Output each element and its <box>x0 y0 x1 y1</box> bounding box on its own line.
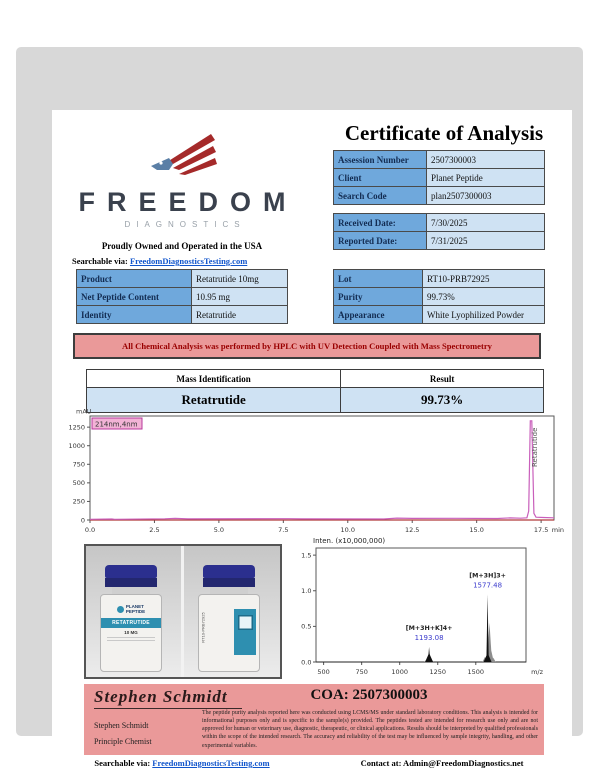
received-date-label: Received Date: <box>334 214 427 232</box>
planet-peptide-globe-icon <box>117 606 124 613</box>
vial-front-label <box>100 594 162 672</box>
svg-text:12.5: 12.5 <box>404 526 420 534</box>
svg-text:1500: 1500 <box>467 668 485 676</box>
table-row <box>77 270 288 288</box>
table-row <box>334 151 545 169</box>
client-label: Client <box>334 169 427 187</box>
identity-value: Retatrutide <box>192 306 288 324</box>
eagle-logo-icon <box>139 167 225 184</box>
svg-text:10.0: 10.0 <box>340 526 356 534</box>
svg-text:7.5: 7.5 <box>278 526 289 534</box>
qr-code-icon <box>238 615 253 630</box>
svg-text:750: 750 <box>355 668 368 676</box>
product-table <box>76 269 288 324</box>
svg-text:750: 750 <box>72 460 85 469</box>
footer-contact: Contact at: Admin@FreedomDiagnostics.net <box>360 758 524 768</box>
hplc-chromatogram-chart <box>66 407 566 537</box>
search-code-label: Search Code <box>334 187 427 205</box>
svg-text:1577.48: 1577.48 <box>473 581 503 590</box>
received-date-value: 7/30/2025 <box>427 214 545 232</box>
table-row <box>87 370 544 388</box>
table-row <box>334 169 545 187</box>
appearance-value: White Lyophilized Powder <box>423 306 545 324</box>
svg-text:0.0: 0.0 <box>84 526 96 534</box>
signature-footer <box>84 684 544 755</box>
chemist-name: Stephen Schmidt <box>94 721 149 730</box>
result-header: Result <box>341 370 544 388</box>
vial-neck <box>210 587 248 594</box>
vial-product-name: RETATRUTIDE <box>101 618 161 628</box>
svg-text:Inten. (x10,000,000): Inten. (x10,000,000) <box>313 537 386 545</box>
svg-text:1000: 1000 <box>68 442 85 451</box>
svg-text:0: 0 <box>80 516 85 525</box>
footer-searchable-label: Searchable via: <box>94 758 151 768</box>
table-row <box>334 288 545 306</box>
vial-back-lot: RT10-PRB72925 <box>200 612 206 643</box>
mass-id-analyte: Retatrutide <box>87 388 341 413</box>
vial-brand-line1: PLANET <box>125 604 144 609</box>
appearance-label: Appearance <box>334 306 423 324</box>
svg-text:214nm,4nm: 214nm,4nm <box>95 420 138 429</box>
svg-text:m/z: m/z <box>531 668 543 676</box>
accession-table <box>333 150 545 205</box>
svg-text:[M+3H]3+: [M+3H]3+ <box>469 572 506 580</box>
svg-text:mAU: mAU <box>76 407 92 416</box>
client-value: Planet Peptide <box>427 169 545 187</box>
lot-value: RT10-PRB72925 <box>423 270 545 288</box>
vial-neck <box>112 587 150 594</box>
searchable-via-line <box>72 256 247 266</box>
svg-text:1193.08: 1193.08 <box>414 634 444 643</box>
logo-subtext: DIAGNOSTICS <box>124 220 246 229</box>
table-row <box>334 306 545 324</box>
vial-cap <box>203 565 255 578</box>
svg-text:0.0: 0.0 <box>301 658 312 667</box>
table-row <box>334 270 545 288</box>
svg-text:1000: 1000 <box>391 668 408 676</box>
svg-text:500: 500 <box>317 668 330 676</box>
analysis-method-banner: All Chemical Analysis was performed by HPLC with UV Detection Coupled with Mass Spectrometry <box>73 333 541 359</box>
vial-brand-line2: PEPTIDE <box>125 608 146 614</box>
identity-label: Identity <box>77 306 192 324</box>
purity-label: Purity <box>334 288 423 306</box>
svg-text:1250: 1250 <box>429 668 447 676</box>
searchable-via-link[interactable]: FreedomDiagnosticsTesting.com <box>129 256 248 266</box>
svg-text:2.5: 2.5 <box>149 526 160 534</box>
svg-text:1.0: 1.0 <box>301 587 312 596</box>
footer-searchable <box>52 758 312 768</box>
lot-label: Lot <box>334 270 423 288</box>
svg-text:[M+3H+K]4+: [M+3H+K]4+ <box>405 625 453 633</box>
vial-cap <box>105 565 157 578</box>
vial-strength: 10 MG <box>124 629 138 635</box>
search-code-value: plan2507300003 <box>427 187 545 205</box>
net-peptide-content-label: Net Peptide Content <box>77 288 192 306</box>
vial-front <box>92 565 170 672</box>
reported-date-value: 7/31/2025 <box>427 232 545 250</box>
searchable-via-label: Searchable via: <box>72 256 128 266</box>
mass-spectrum-chart <box>300 534 550 694</box>
svg-text:Retatrutide: Retatrutide <box>530 427 539 467</box>
chemist-title: Principle Chemist <box>94 737 152 746</box>
footer-links-row <box>52 758 572 768</box>
svg-text:250: 250 <box>72 497 85 506</box>
svg-text:1250: 1250 <box>68 423 85 432</box>
signature-script: Stephen Schmidt <box>94 687 242 709</box>
svg-text:17.5: 17.5 <box>533 526 549 534</box>
dates-table <box>333 213 545 250</box>
table-row <box>334 187 545 205</box>
svg-text:15.0: 15.0 <box>469 526 484 534</box>
vial-label-line <box>107 637 155 638</box>
table-row <box>334 232 545 250</box>
mass-id-result: 99.73% <box>341 388 544 413</box>
table-row <box>77 306 288 324</box>
freedom-logo <box>62 128 302 229</box>
product-label: Product <box>77 270 192 288</box>
page-title: Certificate of Analysis <box>344 121 544 145</box>
accession-number-label: Assession Number <box>334 151 427 169</box>
vial-back <box>190 565 268 672</box>
vial-cap-band <box>105 578 157 587</box>
accession-number-value: 2507300003 <box>427 151 545 169</box>
table-row <box>77 288 288 306</box>
coa-page <box>52 110 572 770</box>
vial-back-label <box>198 594 260 672</box>
lot-table <box>333 269 545 324</box>
logo-wordmark: FREEDOM <box>78 187 298 217</box>
table-row <box>334 214 545 232</box>
product-value: Retatrutide 10mg <box>192 270 288 288</box>
disclaimer-text: The peptide purity analysis reported here was conducted using LCMS/MS under standard laboratory conditions. This analysis is intended for informational purposes only and is specific to the sample(s) provided. The peptides tested are intended for research use only and are not approved for human or veterinary use, diagnostic, therapeutic, or clinical applications. Results should be interpreted by qualified professionals within the scope of the intended research. The accuracy and reliability of the test may be influenced by sample integrity, handling, and other experimental variables. <box>202 710 538 749</box>
reported-date-label: Reported Date: <box>334 232 427 250</box>
purity-value: 99.73% <box>423 288 545 306</box>
svg-text:1.5: 1.5 <box>301 551 312 560</box>
coa-number: COA: 2507300003 <box>310 687 428 703</box>
net-peptide-content-value: 10.95 mg <box>192 288 288 306</box>
svg-text:5.0: 5.0 <box>213 526 225 534</box>
vial-photos <box>84 544 282 679</box>
mass-identification-header: Mass Identification <box>87 370 341 388</box>
svg-text:500: 500 <box>72 479 85 488</box>
svg-text:0.5: 0.5 <box>301 622 312 631</box>
vial-label-line <box>107 640 155 641</box>
footer-searchable-link[interactable]: FreedomDiagnosticsTesting.com <box>152 758 270 768</box>
document-frame <box>16 47 583 768</box>
svg-text:min: min <box>551 526 564 534</box>
usa-tagline: Proudly Owned and Operated in the USA <box>101 241 263 251</box>
vial-cap-band <box>203 578 255 587</box>
photo-divider <box>181 546 184 677</box>
